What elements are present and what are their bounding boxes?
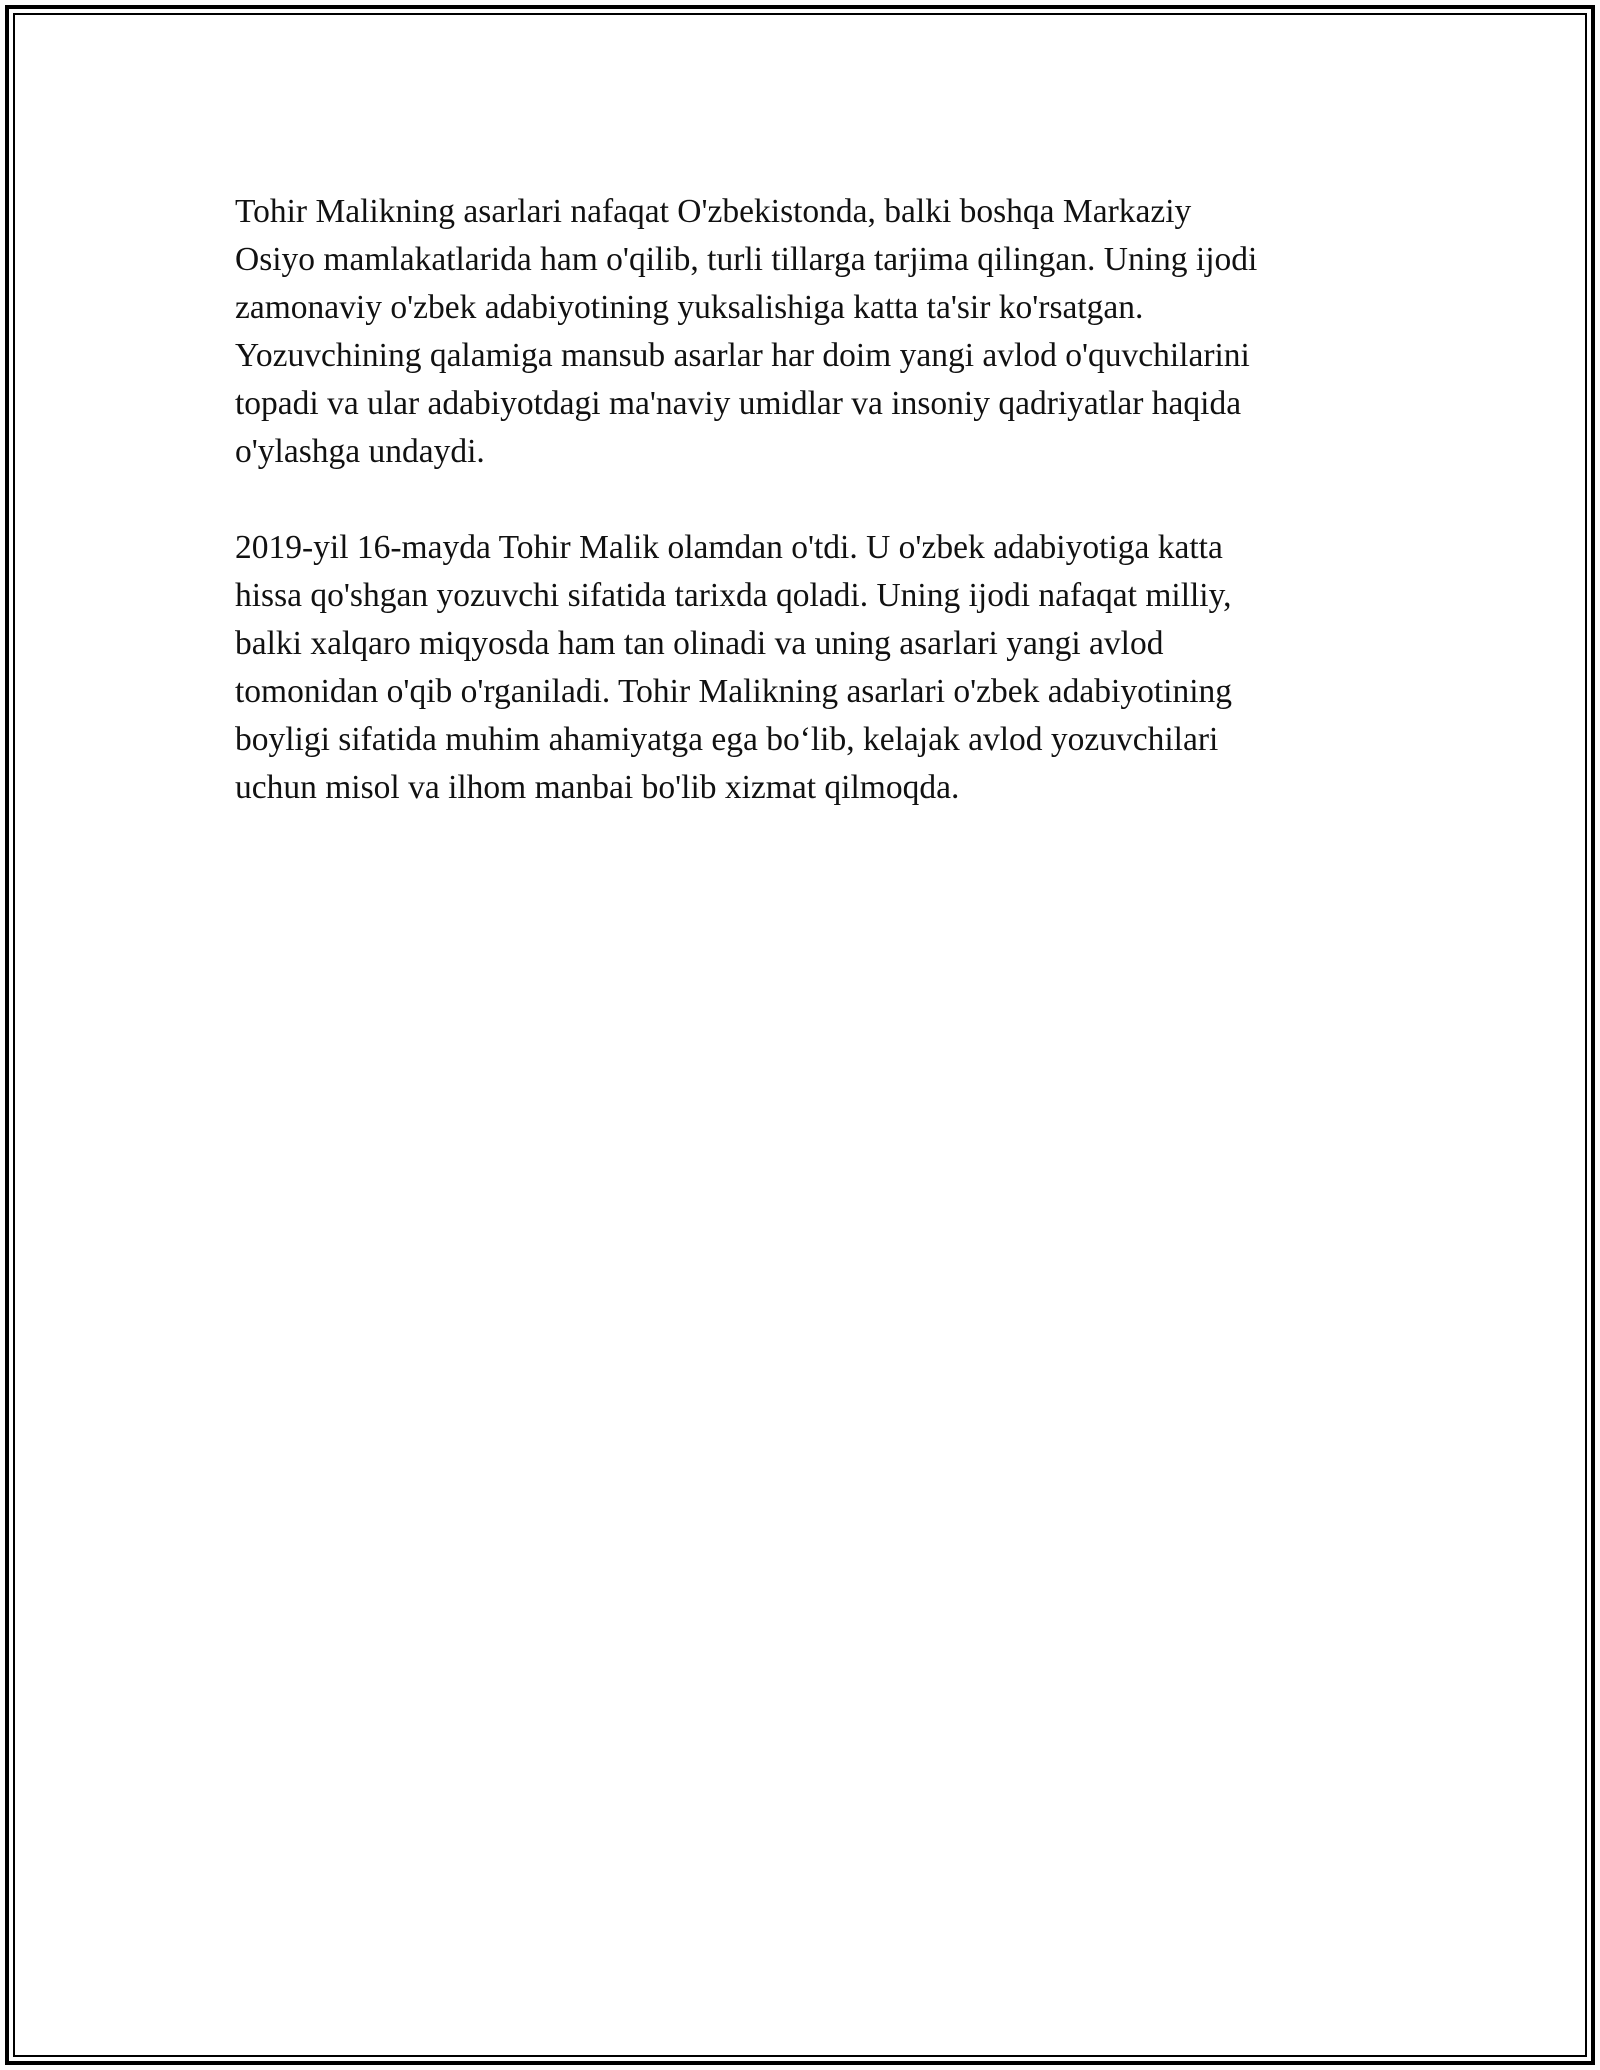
document-body	[235, 188, 1370, 860]
paragraph-1: Tohir Malikning asarlari nafaqat O'zbekistonda, balki boshqa Markaziy Osiyo mamlakatlarida ham o'qilib, turli tillarga tarjima qilingan. Uning ijodi zamonaviy o'zbek adabiyotining yuksalishiga katta ta'sir ko'rsatgan. Yozuvchining qalamiga mansub asarlar har doim yangi avlod o'quvchilarini topadi va ular adabiyotdagi ma'naviy umidlar va insoniy qadriyatlar haqida o'ylashga undaydi.	[235, 193, 1258, 470]
paragraph-2: 2019-yil 16-mayda Tohir Malik olamdan o'tdi. U o'zbek adabiyotiga katta hissa qo'shgan yozuvchi sifatida tarixda qoladi. Uning ijodi nafaqat milliy, balki xalqaro miqyosda ham tan olinadi va uning asarlari yangi avlod tomonidan o'qib o'rganiladi. Tohir Malikning asarlari o'zbek adabiyotining boyligi sifatida muhim ahamiyatga ega bo‘lib, kelajak avlod yozuvchilari uchun misol va ilhom manbai bo'lib xizmat qilmoqda.	[235, 529, 1233, 806]
